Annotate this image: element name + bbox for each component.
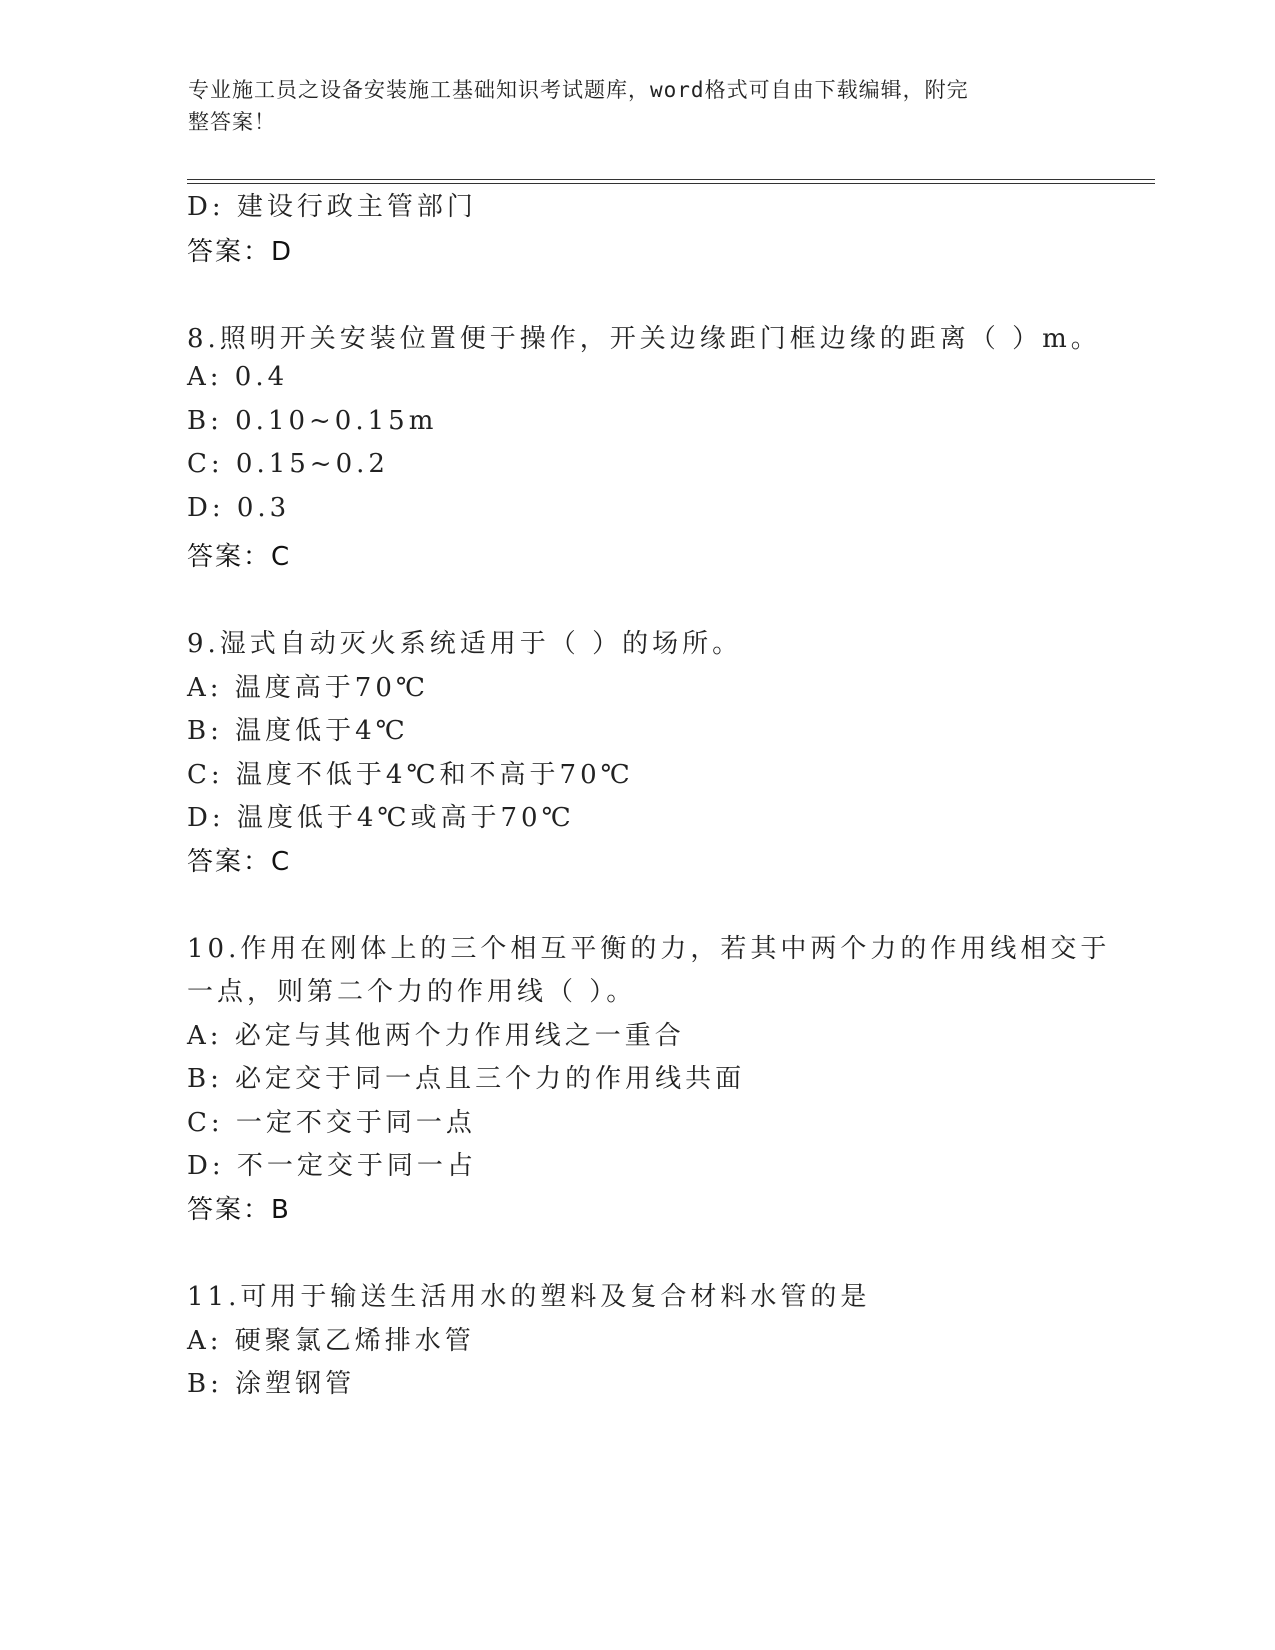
q10-option-d: D: 不一定交于同一占 — [187, 1151, 477, 1181]
q10-option-b: B: 必定交于同一点且三个力的作用线共面 — [187, 1064, 746, 1094]
q8-option-d: D: 0.3 — [187, 493, 291, 523]
q10-option-a: A: 必定与其他两个力作用线之一重合 — [187, 1021, 685, 1051]
q9-option-d: D: 温度低于4℃或高于70℃ — [187, 803, 575, 833]
q10-question-line-2: 一点，则第二个力的作用线（ ）。 — [187, 977, 637, 1007]
q8-option-c: C: 0.15~0.2 — [187, 449, 389, 479]
q9-option-c: C: 温度不低于4℃和不高于70℃ — [187, 760, 634, 790]
document-header — [188, 74, 1068, 138]
q8-option-b: B: 0.10~0.15m — [187, 406, 438, 436]
q7-option-d: D: 建设行政主管部门 — [187, 192, 477, 222]
q8-question: 8.照明开关安装位置便于操作，开关边缘距门框边缘的距离（ ）m。 — [187, 324, 1101, 354]
q10-answer: 答案：B — [187, 1195, 291, 1225]
header-line-2: 整答案！ — [188, 110, 276, 134]
header-line-1: 专业施工员之设备安装施工基础知识考试题库，word格式可自由下载编辑，附完 — [188, 78, 969, 102]
q9-question: 9.湿式自动灭火系统适用于（ ）的场所。 — [187, 629, 743, 659]
header-divider-top — [187, 179, 1155, 180]
q10-question-line-1: 10.作用在刚体上的三个相互平衡的力，若其中两个力的作用线相交于 — [187, 934, 1111, 964]
q9-answer: 答案：C — [187, 847, 292, 877]
q10-option-c: C: 一定不交于同一点 — [187, 1108, 476, 1138]
q11-question: 11.可用于输送生活用水的塑料及复合材料水管的是 — [187, 1282, 871, 1312]
q11-option-b: B: 涂塑钢管 — [187, 1369, 356, 1399]
q11-option-a: A: 硬聚氯乙烯排水管 — [187, 1326, 475, 1356]
q8-option-a: A: 0.4 — [187, 362, 289, 392]
q9-option-b: B: 温度低于4℃ — [187, 716, 409, 746]
header-divider-bottom — [187, 183, 1155, 184]
q9-option-a: A: 温度高于70℃ — [187, 673, 429, 703]
q8-answer: 答案：C — [187, 542, 292, 572]
q7-answer: 答案：D — [187, 237, 294, 267]
